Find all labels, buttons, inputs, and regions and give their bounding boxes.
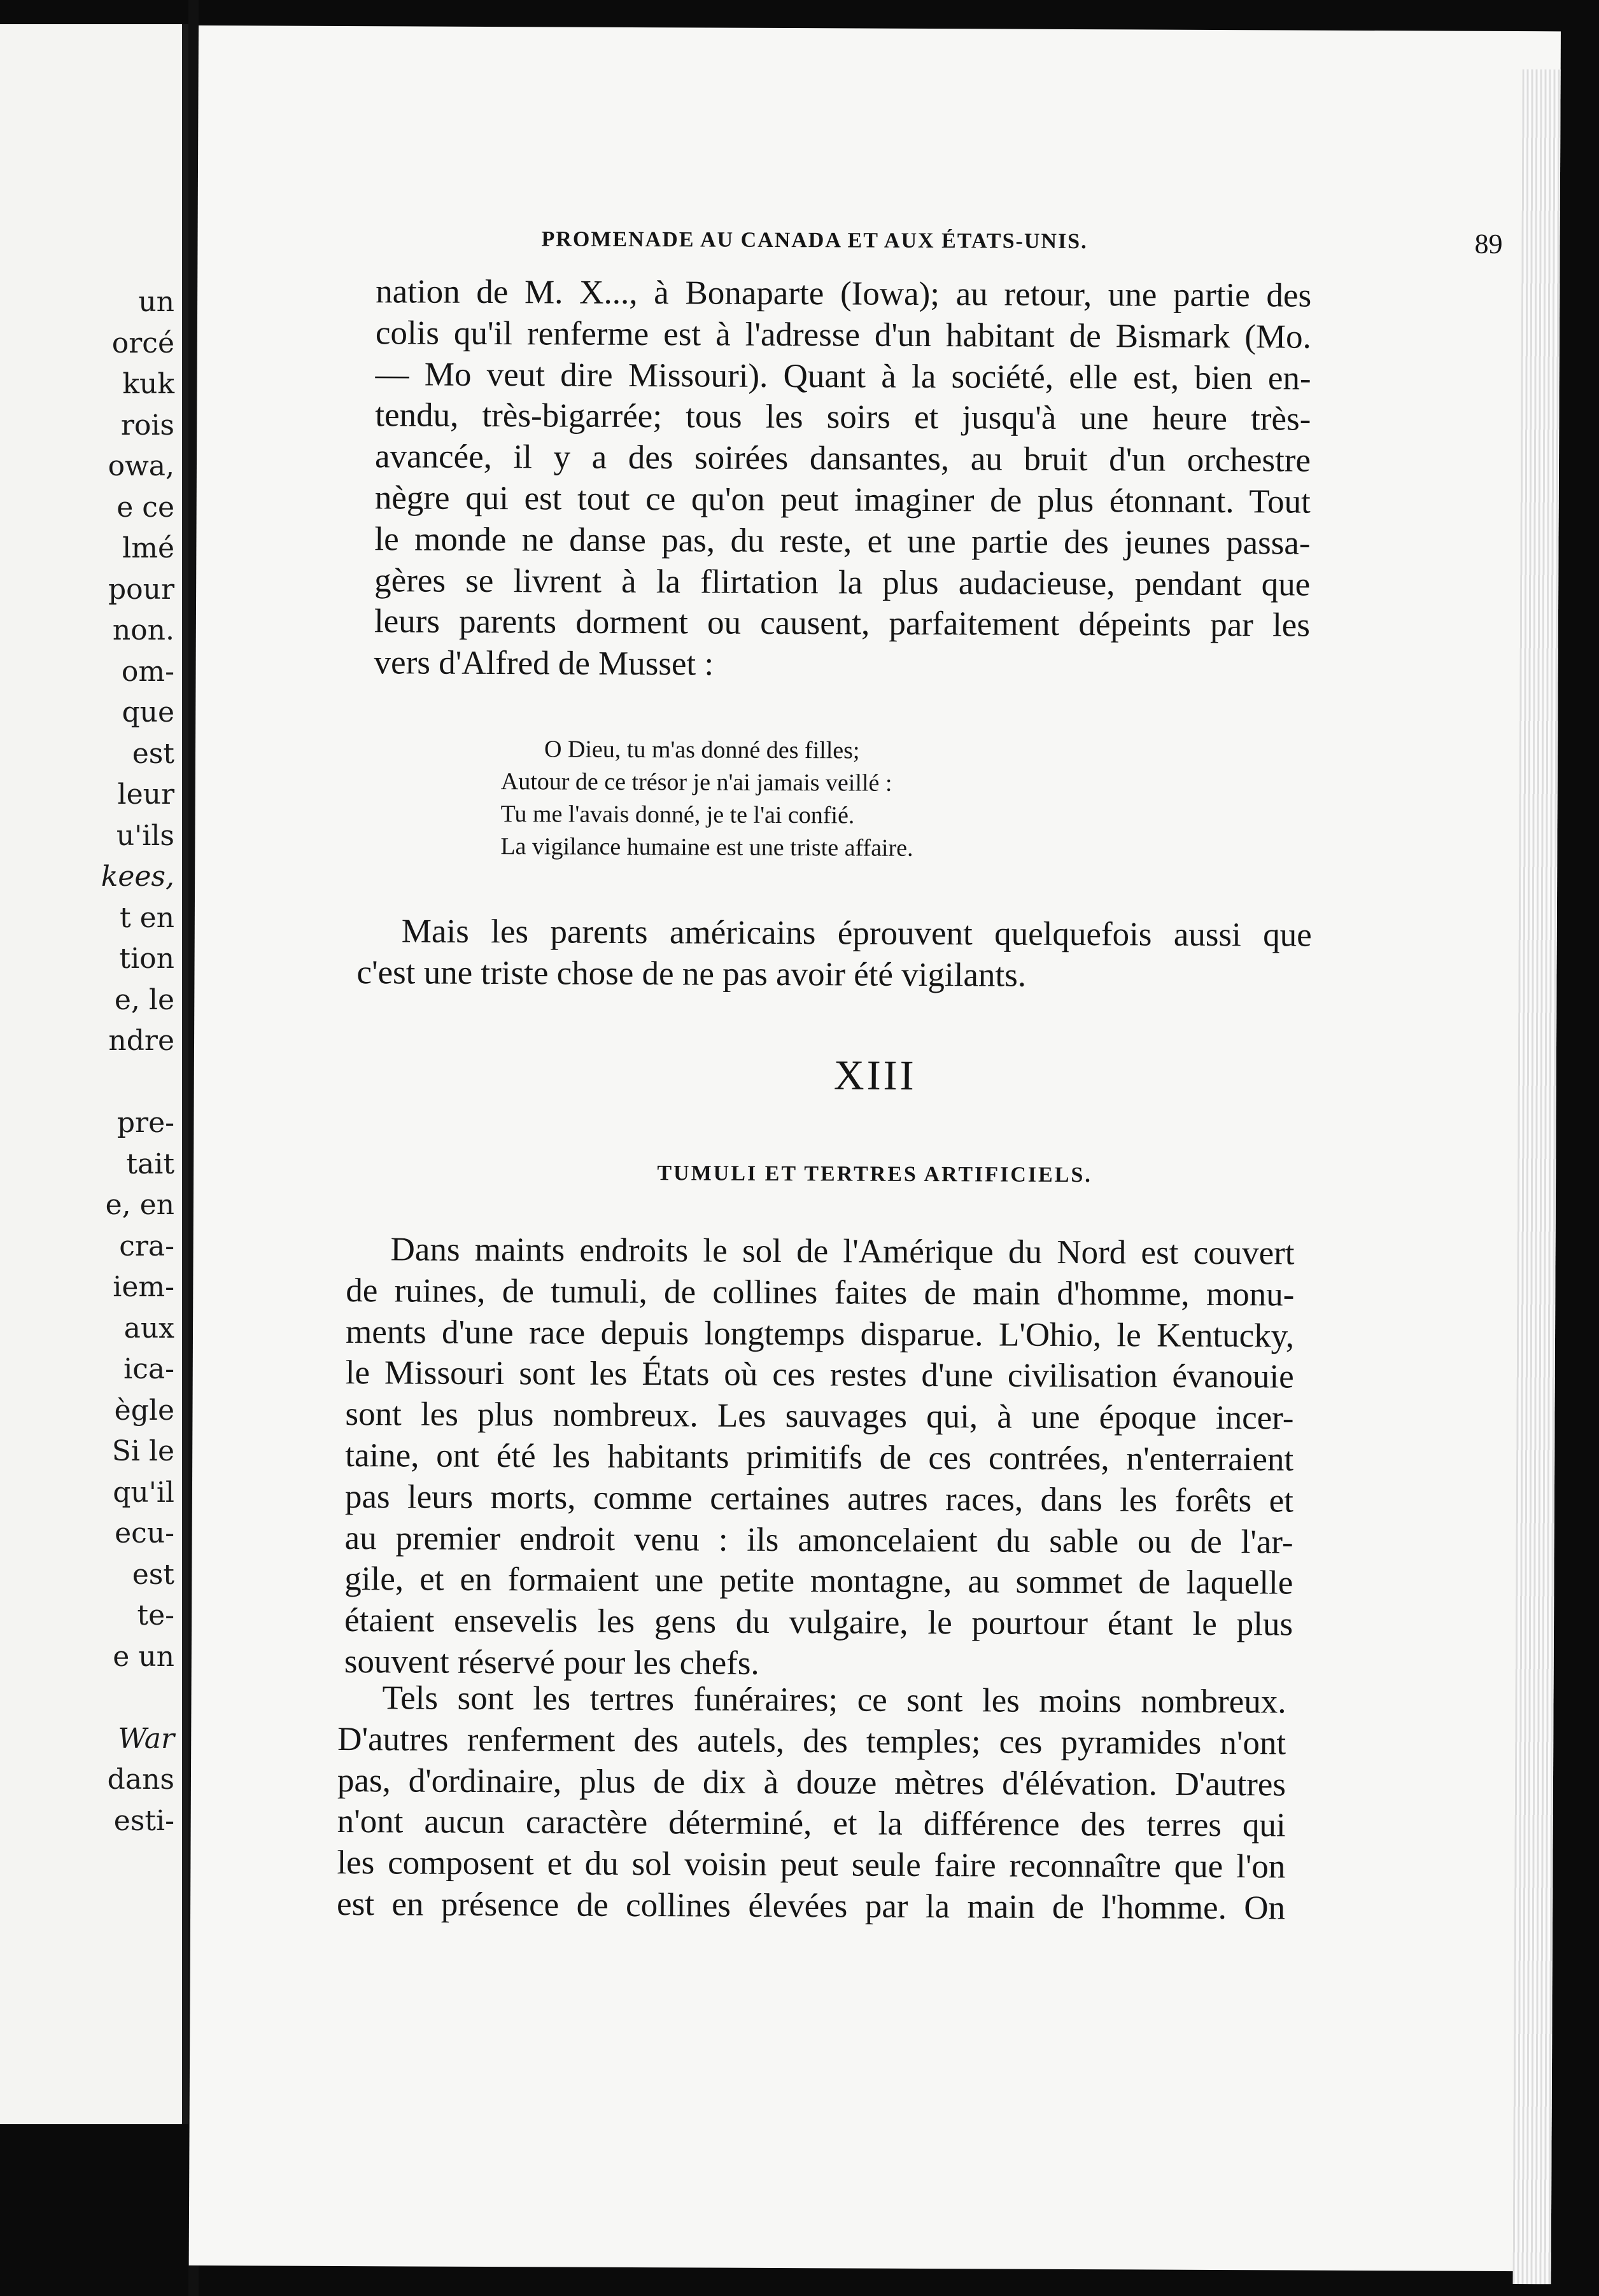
text-line: au premier endroit venu : ils amoncelaient du sable ou de l'ar- [344,1519,1293,1561]
text-line: avancée, il y a des soirées dansantes, au bruit d'un orchestre [374,438,1311,479]
text-line: ments d'une race depuis longtemps disparue. L'Ohio, le Kentucky, [345,1313,1295,1355]
text-line: nation de M. X..., à Bonaparte (Iowa); au retour, une partie des [376,273,1312,314]
text-line: Mais les parents américains éprouvent quelquefois aussi que [401,913,1312,954]
text-line: est en présence de collines élevées par la main de l'homme. On [336,1885,1286,1927]
text-line: pas leurs morts, comme certaines autres races, dans les forêts et [344,1478,1294,1520]
left-page-line: qu'il [113,1476,174,1509]
left-page-line: esti- [113,1804,174,1837]
chapter-title: TUMULI ET TERTRES ARTIFICIELS. [657,1161,1092,1187]
right-page [189,25,1561,2271]
text-line: n'ont aucun caractère déterminé, et la différence des terres qui [337,1803,1286,1844]
left-page-line: te- [137,1599,174,1632]
text-line: souvent réservé pour les chefs. [344,1642,759,1682]
left-page-line: owa, [108,450,174,482]
left-page-line: e ce [116,491,174,524]
left-page-line: u'ils [116,819,174,852]
text-line: sont les plus nombreux. Les sauvages qui, à une époque incer- [345,1396,1294,1437]
left-page-line: pre- [116,1107,174,1139]
left-page-line: est [132,737,174,770]
left-page-line: dans [107,1763,174,1796]
paragraph-4 [337,1677,1286,1929]
left-page-line: un [138,286,174,318]
text-line: taine, ont été les habitants primitifs de ces contrées, n'enterraient [345,1437,1294,1478]
left-page-line: lmé [122,532,174,564]
left-page-gutter [182,24,188,2124]
left-page-line: tait [126,1147,174,1180]
left-facing-page [0,24,188,2124]
verse-quote [500,733,1201,866]
paragraph-1 [374,271,1311,687]
left-page-line: ecu- [115,1517,174,1550]
text-line: de ruines, de tumuli, de collines faites de main d'homme, monu- [346,1271,1295,1313]
text-line: nègre qui est tout ce qu'on peut imaginer de plus étonnant. Tout [374,479,1311,521]
left-page-line: rois [120,409,174,442]
text-line: Dans maints endroits le sol de l'Amérique du Nord est couvert [390,1231,1295,1272]
verse-line: La vigilance humaine est une triste affaire. [500,833,913,862]
left-page-line: e un [113,1640,174,1673]
left-page-line: kees, [101,860,174,893]
text-line: colis qu'il renferme est à l'adresse d'un habitant de Bismark (Mo. [375,314,1312,356]
left-page-line: que [122,696,174,729]
left-page-line: leur [117,778,174,811]
left-page-line: tion [119,942,174,975]
left-page-line: ègle [114,1394,174,1427]
text-line: le Missouri sont les États où ces restes d'une civilisation évanouie [345,1354,1294,1396]
paragraph-2 [356,911,1312,997]
left-page-line: om- [121,655,174,688]
left-page-line: War [118,1722,174,1755]
left-page-line: t en [119,901,174,934]
left-page-line: cra- [119,1229,174,1263]
left-page-line: Si le [111,1435,174,1467]
left-page-line: e, en [105,1189,174,1221]
left-page-line: kuk [122,368,174,400]
text-line: D'autres renferment des autels, des temples; ces pyramides n'ont [337,1720,1286,1762]
verse-line: Autour de ce trésor je n'ai jamais veillé : [500,768,892,797]
text-line: tendu, très-bigarrée; tous les soirs et jusqu'à une heure très- [375,396,1311,438]
left-page-line: e, le [114,983,174,1016]
verse-line: O Dieu, tu m'as donné des filles; [544,736,860,764]
page-header [541,227,1503,260]
text-line: vers d'Alfred de Musset : [374,644,714,683]
chapter-number: XIII [833,1052,917,1099]
left-page-line: ndre [108,1025,174,1057]
text-line: gile, et en formaient une petite montagne, au sommet de laquelle [344,1560,1293,1602]
text-line: le monde ne danse pas, du reste, et une partie des jeunes passa- [374,520,1311,562]
text-line: pas, d'ordinaire, plus de dix à douze mètres d'élévation. D'autres [337,1761,1286,1803]
text-line: Tels sont les tertres funéraires; ce sont les moins nombreux. [382,1679,1286,1721]
paragraph-3 [344,1229,1295,1686]
left-page-line: non. [112,614,174,647]
left-page-line: pour [108,573,174,606]
text-line: les composent et du sol voisin peut seule faire reconnaître que l'on [337,1844,1286,1886]
text-line: c'est une triste chose de ne pas avoir été vigilants. [356,953,1027,994]
text-line: étaient ensevelis les gens du vulgaire, le pourtour étant le plus [344,1602,1293,1643]
left-page-line: aux [123,1312,174,1345]
left-page-line: iem- [113,1271,174,1303]
left-page-line: orcé [111,326,174,360]
text-line: gères se livrent à la flirtation la plus audacieuse, pendant que [374,561,1311,603]
page-number: 89 [1474,228,1503,260]
verse-line: Tu me l'avais donné, je te l'ai confié. [500,801,855,829]
left-page-line: ica- [123,1353,174,1385]
text-line: — Mo veut dire Missouri). Quant à la société, elle est, bien en- [375,355,1311,397]
running-title: PROMENADE AU CANADA ET AUX ÉTATS-UNIS. [541,227,1088,254]
text-line: leurs parents dorment ou causent, parfaitement dépeints par les [374,603,1311,645]
left-page-line: est [132,1558,174,1591]
